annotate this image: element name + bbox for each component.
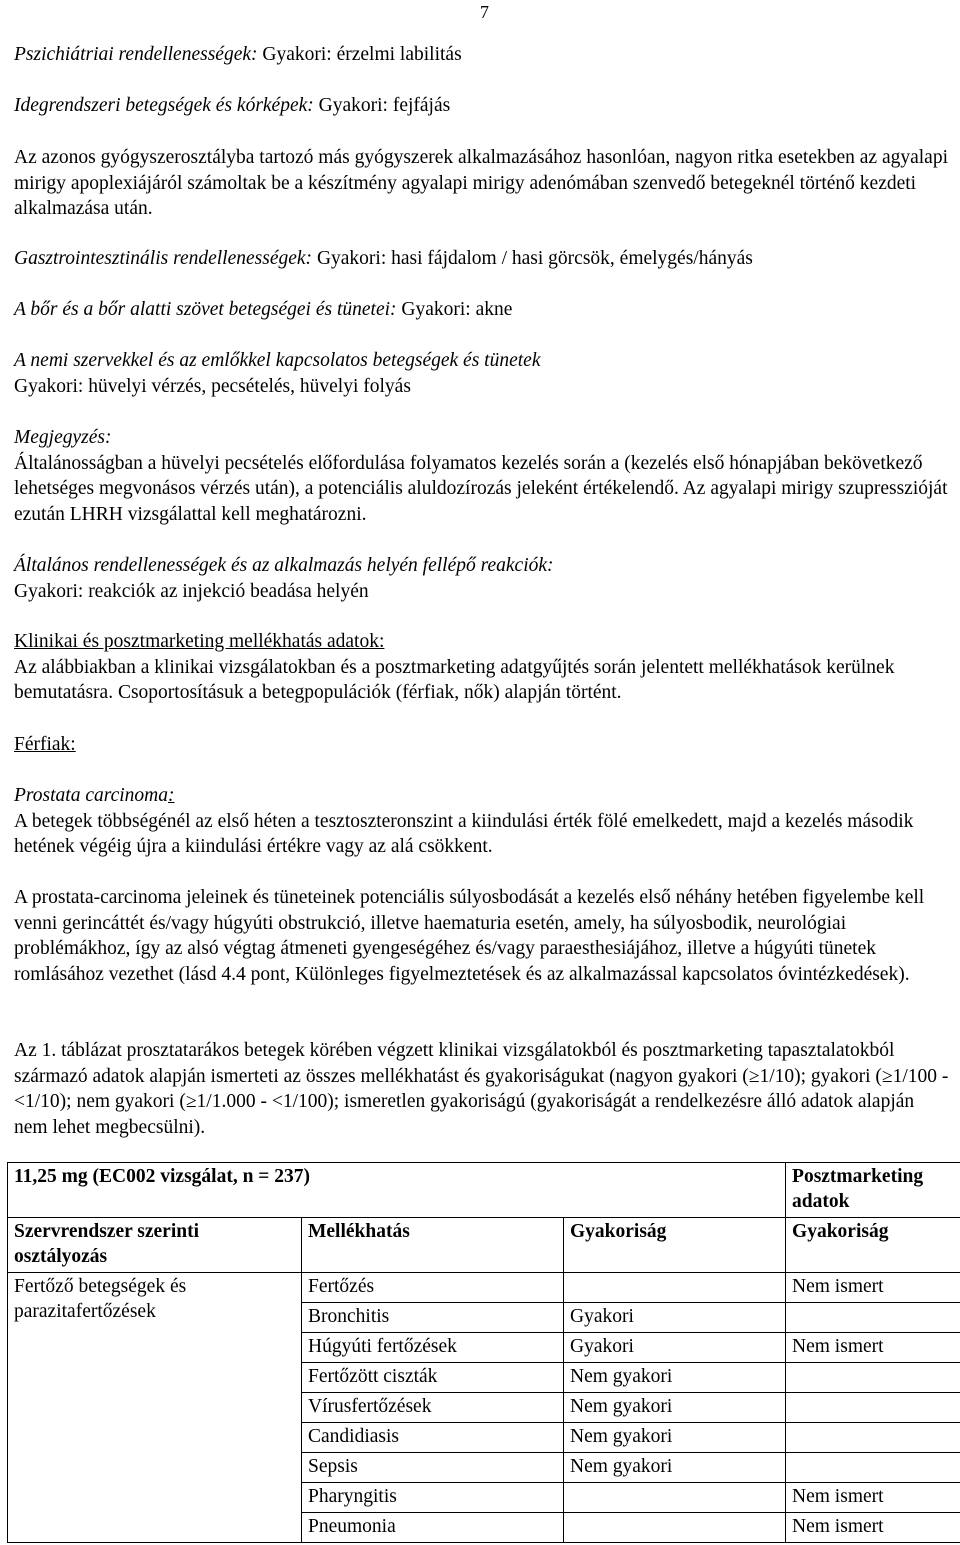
gastrointestinal-disorders: Gasztrointesztinális rendellenességek: Gyakori: hasi fájdalom / hasi görcsök, émelygés/hányás: [14, 248, 753, 269]
table-intro-paragraph: Az 1. táblázat prosztatarákos betegek körében végzett klinikai vizsgálatokból és posztmarketing tapasztalatokból származó adatok alapján ismerteti az összes mellékhatást és gyakoriságukat (nagyon gyakori (≥1/10); gyakori (≥1/100 - <1/10); nem gyakori (≥1/1.000 - <1/100); ismeretlen gyakoriságú (gyakoriságát a rendelkezésre álló adatok alapján nem lehet megbecsülni).: [14, 1040, 949, 1138]
freq-cell: Nem gyakori: [564, 1363, 786, 1393]
effect-cell: Fertőzött ciszták: [302, 1363, 564, 1393]
effect-cell: Candidiasis: [302, 1423, 564, 1453]
freq-cell: Nem gyakori: [564, 1423, 786, 1453]
skin-disorders: A bőr és a bőr alatti szövet betegségei és tünetei: Gyakori: akne: [14, 299, 513, 320]
effect-cell: Vírusfertőzések: [302, 1393, 564, 1423]
postmarketing-header: Posztmarketing adatok: [786, 1163, 960, 1218]
effect-cell: Húgyúti fertőzések: [302, 1333, 564, 1363]
freq-cell: Gyakori: [564, 1333, 786, 1363]
men-heading: Férfiak:: [14, 734, 76, 755]
effect-cell: Pneumonia: [302, 1513, 564, 1543]
note-paragraph: Megjegyzés: Általánosságban a hüvelyi pecsételés előfordulása folyamatos kezelés során a (kezelés első hónapjában bekövetkező lehetséges megvonásos vérzés után), a potenciális aluldozírozás jeleként értékelendő. Az agyalapi mirigy szupresszióját ezután LHRH vizsgálattal kell meghatározni.: [14, 427, 948, 525]
post-cell: [786, 1453, 960, 1483]
effect-cell: Pharyngitis: [302, 1483, 564, 1513]
reproductive-disorders: A nemi szervekkel és az emlőkkel kapcsolatos betegségek és tünetek Gyakori: hüvelyi vérzés, pecsételés, hüvelyi folyás: [14, 350, 541, 397]
col-frequency: Gyakoriság: [564, 1218, 786, 1273]
freq-cell: Nem gyakori: [564, 1393, 786, 1423]
freq-cell: Gyakori: [564, 1303, 786, 1333]
col-organ-system: Szervrendszer szerinti osztályozás: [8, 1218, 302, 1273]
table-header-row-2: [8, 1218, 960, 1273]
prostate-symptoms-paragraph: A prostata-carcinoma jeleinek és tüneteinek potenciális súlyosbodását a kezelés első néhány hetében figyelembe kell venni gerincáttét és/vagy húgyúti obstrukció, illetve haematuria esetén, amely, ha súlyosbodik, neurológiai problémákhoz, így az alsó végtag átmeneti gyengeségéhez és/vagy paraesthesiájához, illetve a húgyúti tünetek romlásához vezethet (lásd 4.4 pont, Különleges figyelmeztetések és az alkalmazással kapcsolatos óvintézkedések).: [14, 887, 925, 985]
col-adverse-effect: Mellékhatás: [302, 1218, 564, 1273]
post-cell: Nem ismert: [786, 1513, 960, 1543]
post-cell: Nem ismert: [786, 1333, 960, 1363]
post-cell: Nem ismert: [786, 1483, 960, 1513]
effect-cell: Fertőzés: [302, 1273, 564, 1303]
post-cell: Nem ismert: [786, 1273, 960, 1303]
freq-cell: [564, 1273, 786, 1303]
organ-system-group: Fertőző betegségek és parazitafertőzések: [8, 1273, 302, 1543]
post-cell: [786, 1423, 960, 1453]
study-title: 11,25 mg (EC002 vizsgálat, n = 237): [8, 1163, 786, 1218]
post-cell: [786, 1303, 960, 1333]
table-row: [8, 1273, 960, 1303]
pituitary-apoplexy-paragraph: Az azonos gyógyszerosztályba tartozó más gyógyszerek alkalmazásához hasonlóan, nagyon ritka esetekben az agyalapi mirigy apoplexiájáról számoltak be a készítmény agyalapi mirigy adenómában szenvedő betegeknél történő kezdeti alkalmazása után.: [14, 147, 949, 219]
clinical-postmarketing: Klinikai és posztmarketing mellékhatás adatok: Az alábbiakban a klinikai vizsgálatokban és a posztmarketing adatgyűjtés során jelentett mellékhatások kerülnek bemutatásra. Csoportosításuk a betegpopulációk (férfiak, nők) alapján történt.: [14, 631, 895, 703]
adverse-effects-table: [7, 1162, 960, 1543]
prostate-carcinoma: Prostata carcinoma: A betegek többségénél az első héten a tesztoszteronszint a kiindulási érték fölé emelkedett, majd a kezelés második hetének végéig újra a kiindulási értékre vagy az alá csökkent.: [14, 785, 914, 857]
post-cell: [786, 1363, 960, 1393]
freq-cell: Nem gyakori: [564, 1453, 786, 1483]
freq-cell: [564, 1513, 786, 1543]
effect-cell: Sepsis: [302, 1453, 564, 1483]
psychiatric-disorders: Pszichiátriai rendellenességek: Gyakori: érzelmi labilitás: [14, 44, 462, 65]
page-number: 7: [480, 2, 489, 22]
general-disorders: Általános rendellenességek és az alkalmazás helyén fellépő reakciók: Gyakori: reakciók az injekció beadása helyén: [14, 555, 554, 602]
freq-cell: [564, 1483, 786, 1513]
post-cell: [786, 1393, 960, 1423]
effect-cell: Bronchitis: [302, 1303, 564, 1333]
nervous-system-disorders: Idegrendszeri betegségek és kórképek: Gyakori: fejfájás: [14, 95, 451, 116]
col-postmarketing-frequency: Gyakoriság: [786, 1218, 960, 1273]
table-header-row-1: [8, 1163, 960, 1218]
